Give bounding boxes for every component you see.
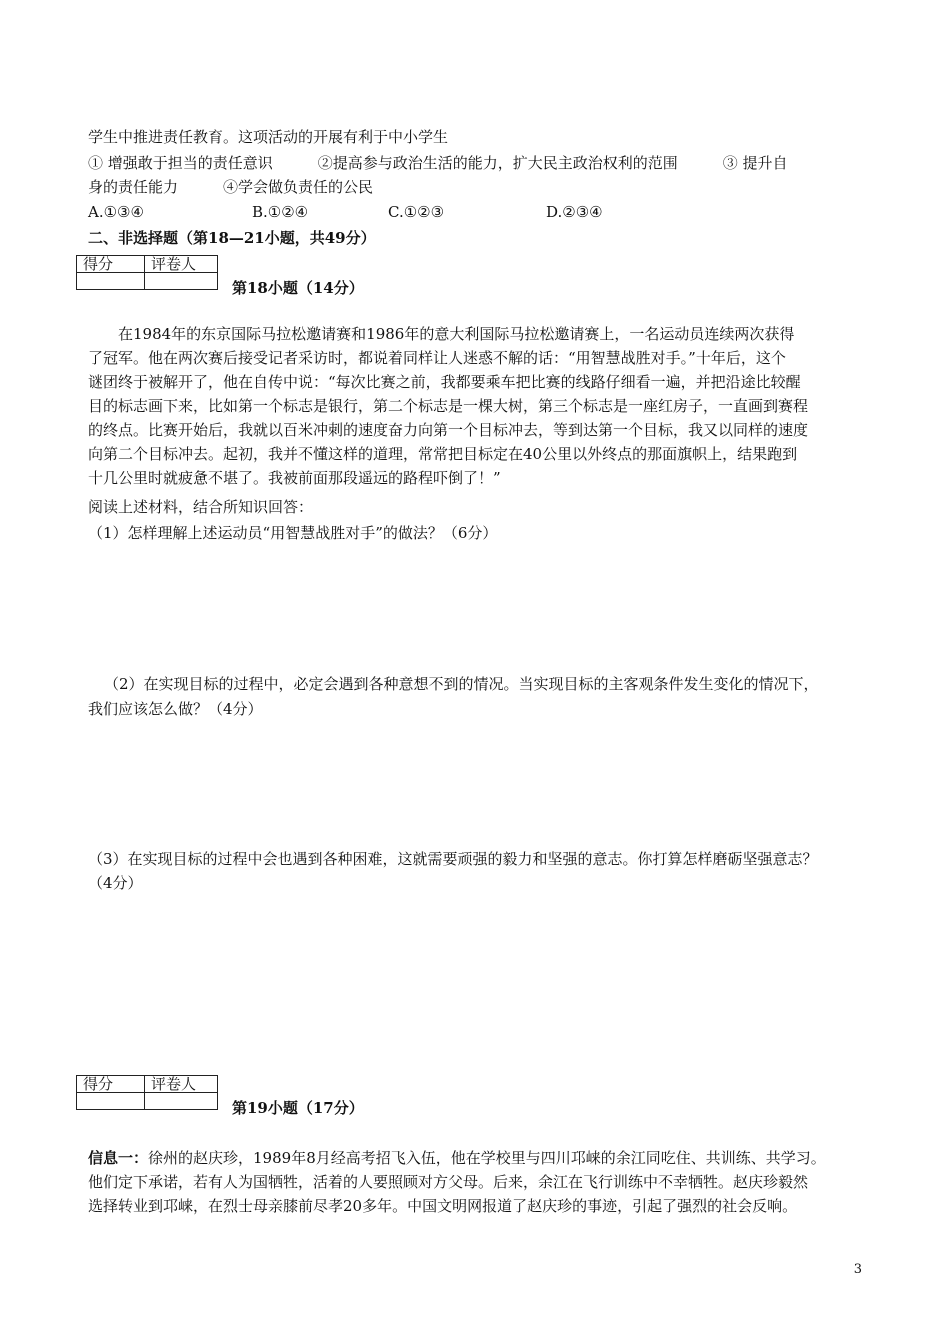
question-19-info	[88, 1146, 878, 1218]
sub-question-3-line-2: （4分）	[88, 874, 143, 892]
info-line	[88, 1146, 878, 1170]
option-d: D.②③④	[546, 203, 603, 221]
info-line: 他们定下承诺，若有人为国牺牲，活着的人要照顾对方父母。后来，余江在飞行训练中不幸牺牲。赵庆珍毅然	[88, 1173, 809, 1191]
question-18-material	[88, 322, 878, 490]
score-header: 得分	[77, 1076, 145, 1093]
info-label: 信息一：	[88, 1149, 149, 1167]
material-line: 的终点。比赛开始后，我就以百米冲刺的速度奋力向第一个目标冲去，等到达第一个目标，我又以同样的速度	[88, 421, 809, 439]
grader-cell	[145, 273, 218, 290]
grader-header: 评卷人	[145, 256, 218, 273]
question-19-title: 第19小题（17分）	[232, 1099, 364, 1117]
sub-question-2-line-1: （2）在实现目标的过程中，必定会遇到各种意想不到的情况。当实现目标的主客观条件发生变化的情况下，	[104, 675, 819, 693]
statements-line-2: 身的责任能力 ④学会做负责任的公民	[88, 178, 374, 196]
instruction: 阅读上述材料，结合所知识回答：	[88, 498, 314, 516]
material-line: 在1984年的东京国际马拉松邀请赛和1986年的意大利国际马拉松邀请赛上，一名运动员连续两次获得	[118, 325, 795, 343]
info-line: 选择转业到邛崃，在烈士母亲膝前尽孝20多年。中国文明网报道了赵庆珍的事迹，引起了强烈的社会反响。	[88, 1197, 798, 1215]
statements-line-1: ① 增强敢于担当的责任意识 ②提高参与政治生活的能力，扩大民主政治权利的范围 ③ 提升自	[88, 154, 788, 172]
option-c: C.①②③	[388, 203, 445, 221]
question-18-title: 第18小题（14分）	[232, 279, 364, 297]
material-line: 十几公里时就疲惫不堪了。我被前面那段遥远的路程吓倒了！”	[88, 469, 501, 487]
score-header: 得分	[77, 256, 145, 273]
grader-header: 评卷人	[145, 1076, 218, 1093]
material-line: 了冠军。他在两次赛后接受记者采访时，都说着同样让人迷惑不解的话：“用智慧战胜对手。”十年后，这个	[88, 349, 786, 367]
material-line: 向第二个目标冲去。起初，我并不懂这样的道理，常常把目标定在40公里以外终点的那面旗帜上，结果跑到	[88, 445, 798, 463]
score-table	[76, 255, 218, 290]
score-cell	[77, 273, 145, 290]
material-line: 目的标志画下来，比如第一个标志是银行，第二个标志是一棵大树，第三个标志是一座红房子，一直画到赛程	[88, 397, 809, 415]
grader-cell	[145, 1093, 218, 1110]
question-stem-tail: 学生中推进责任教育。这项活动的开展有利于中小学生	[88, 128, 449, 146]
sub-question-1: （1）怎样理解上述运动员“用智慧战胜对手”的做法？（6分）	[88, 524, 498, 542]
page-number: 3	[853, 1262, 862, 1277]
sub-question-3-line-1: （3）在实现目标的过程中会也遇到各种困难，这就需要顽强的毅力和坚强的意志。你打算怎样磨砺坚强意志？	[88, 850, 818, 868]
section-title: 二、非选择题（第18—21小题，共49分）	[88, 229, 376, 247]
material-line: 谜团终于被解开了，他在自传中说：“每次比赛之前，我都要乘车把比赛的线路仔细看一遍，并把沿途比较醒	[88, 373, 801, 391]
score-table	[76, 1075, 218, 1110]
sub-question-2-line-2: 我们应该怎么做？（4分）	[88, 700, 263, 718]
info-text: 徐州的赵庆珍，1989年8月经高考招飞入伍，他在学校里与四川邛崃的余江同吃住、共训练、共学习。	[148, 1149, 826, 1167]
option-a: A.①③④	[88, 203, 144, 221]
option-b: B.①②④	[252, 203, 309, 221]
score-cell	[77, 1093, 145, 1110]
